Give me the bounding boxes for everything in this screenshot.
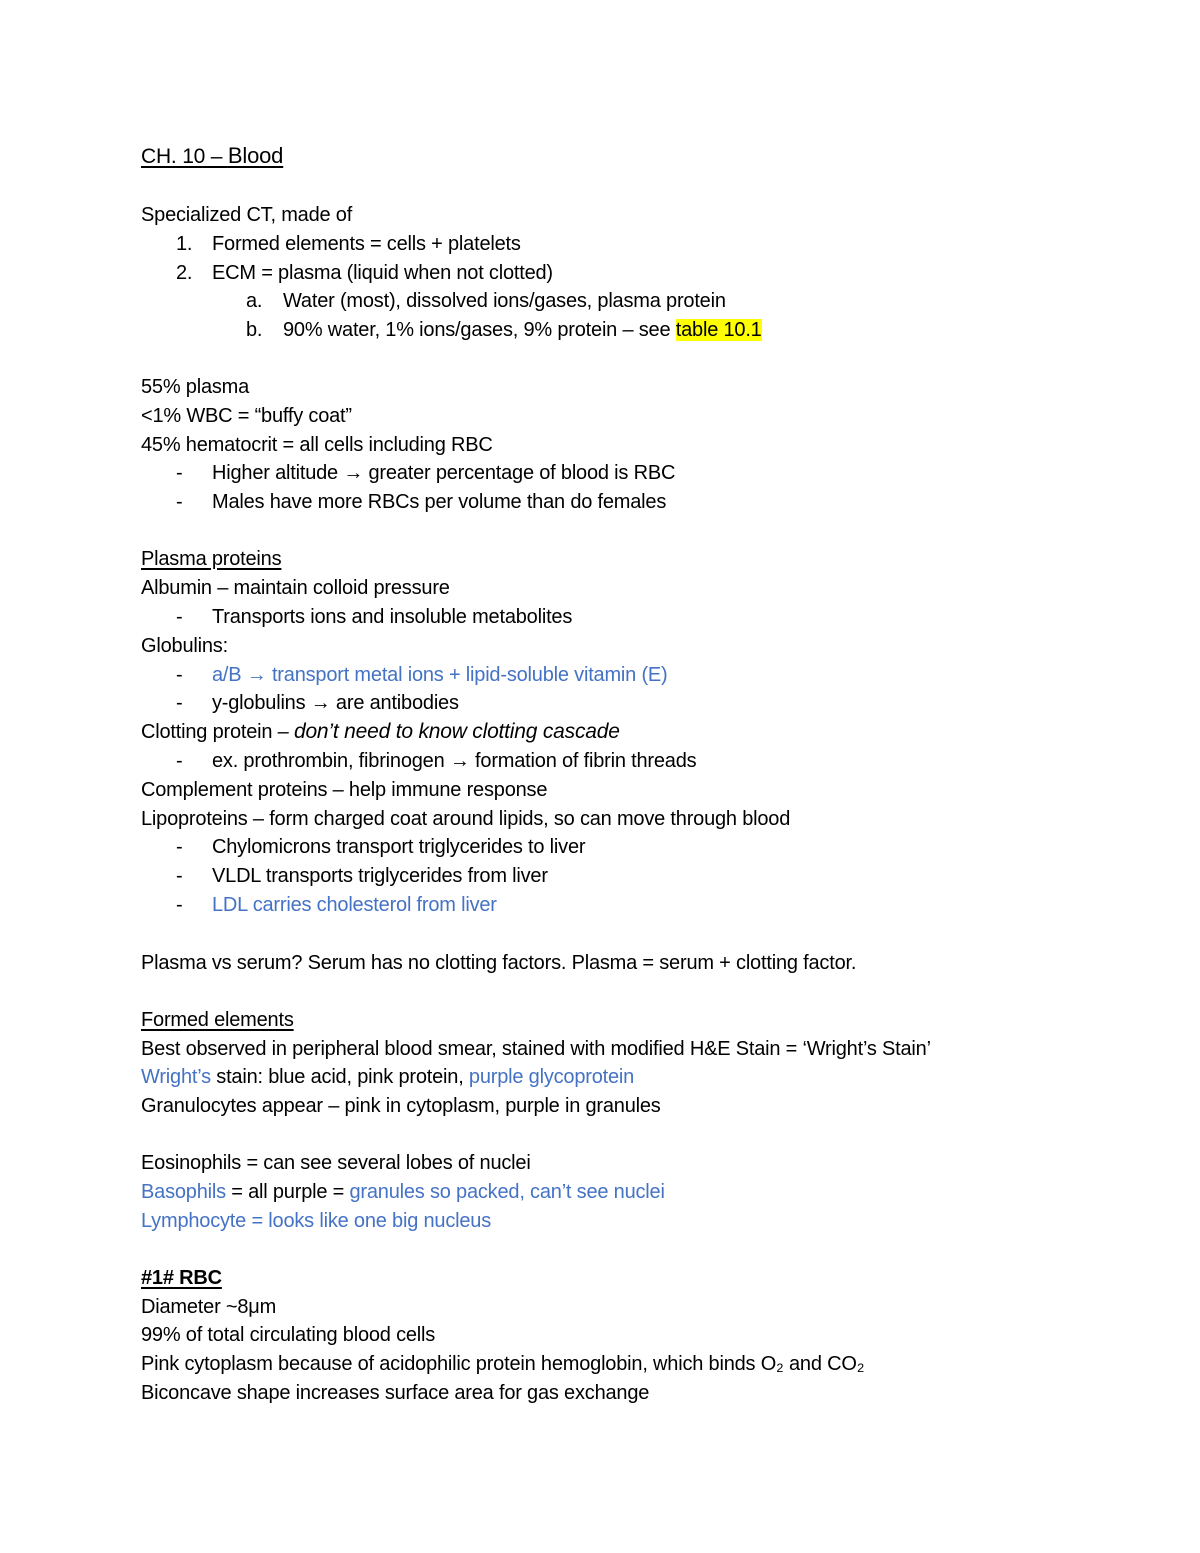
clotting-lead: Clotting protein – xyxy=(141,721,294,743)
composition-line-1: 55% plasma xyxy=(141,376,250,398)
intro-lead: Specialized CT, made of xyxy=(141,204,353,226)
bullet-dash: - xyxy=(176,491,183,513)
wrights-label: Wright’s xyxy=(141,1066,211,1088)
bullet-dash: - xyxy=(176,606,183,628)
bullet-post: transport metal ions + lipid-soluble vitamin (E) xyxy=(266,664,668,686)
subitem-b-text: 90% water, 1% ions/gases, 9% protein – see xyxy=(283,319,676,341)
list-item-text: ECM = plasma (liquid when not clotted) xyxy=(212,262,553,284)
albumin-line: Albumin – maintain colloid pressure xyxy=(141,577,450,599)
basophils-note: granules so packed, can’t see nuclei xyxy=(349,1181,665,1203)
bullet-text xyxy=(212,748,696,774)
list-marker: a. xyxy=(246,290,263,312)
bullet-text: Males have more RBCs per volume than do females xyxy=(212,491,667,513)
clotting-note: don’t need to know clotting cascade xyxy=(293,720,620,743)
formed-line-2 xyxy=(141,1064,634,1090)
composition-line-2: <1% WBC = “buffy coat” xyxy=(141,405,352,427)
globulins-line: Globulins: xyxy=(141,635,228,657)
page-title xyxy=(141,143,283,170)
bullet-post: are antibodies xyxy=(330,692,459,714)
bullet-post: formation of fibrin threads xyxy=(469,750,697,772)
bullet-dash: - xyxy=(176,865,183,887)
bullet-pre: ex. prothrombin, fibrinogen xyxy=(212,750,450,772)
bullet-text: LDL carries cholesterol from liver xyxy=(212,894,497,916)
bullet-text xyxy=(212,460,675,486)
complement-line: Complement proteins – help immune response xyxy=(141,779,548,801)
bullet-text: Chylomicrons transport triglycerides to liver xyxy=(212,836,586,858)
purple-glycoprotein: purple glycoprotein xyxy=(468,1066,635,1088)
list-item-text: Water (most), dissolved ions/gases, plasma protein xyxy=(283,290,726,312)
bullet-text: Transports ions and insoluble metabolites xyxy=(212,606,573,628)
formed-elements-heading: Formed elements xyxy=(141,1009,294,1031)
list-marker: 1. xyxy=(176,233,193,255)
list-marker: 2. xyxy=(176,262,193,284)
bullet-text xyxy=(212,662,668,688)
bullet-pre: a/B xyxy=(212,664,247,686)
title-word: Blood xyxy=(227,143,284,168)
formed-line-1: Best observed in peripheral blood smear, stained with modified H&E Stain = ‘Wright’s Stain’ xyxy=(141,1038,931,1060)
arrow-icon: → xyxy=(246,664,267,686)
bullet-dash: - xyxy=(176,692,183,714)
bullet-text xyxy=(212,690,459,716)
lymphocyte-line: Lymphocyte = looks like one big nucleus xyxy=(141,1210,492,1232)
arrow-icon: → xyxy=(310,692,331,714)
formed-line-3: Granulocytes appear – pink in cytoplasm, purple in granules xyxy=(141,1095,661,1117)
bullet-pre: y-globulins xyxy=(212,692,311,714)
eosinophils-line: Eosinophils = can see several lobes of nuclei xyxy=(141,1152,531,1174)
list-marker: b. xyxy=(246,319,263,341)
list-item-text xyxy=(283,317,762,343)
rbc-line-3: Pink cytoplasm because of acidophilic protein hemoglobin, which binds O₂ and CO₂ xyxy=(141,1353,865,1375)
rbc-line-1: Diameter ~8μm xyxy=(141,1296,277,1318)
bullet-dash: - xyxy=(176,664,183,686)
basophils-line xyxy=(141,1179,665,1205)
basophils-mid: = all purple = xyxy=(225,1181,350,1203)
bullet-dash: - xyxy=(176,462,183,484)
highlighted-table-ref: table 10.1 xyxy=(675,319,762,341)
arrow-icon: → xyxy=(449,750,470,772)
basophils-label: Basophils xyxy=(141,1181,226,1203)
stain-description: stain: blue acid, pink protein, xyxy=(210,1066,469,1088)
rbc-line-4: Biconcave shape increases surface area for gas exchange xyxy=(141,1382,650,1404)
bullet-text: VLDL transports triglycerides from liver xyxy=(212,865,548,887)
arrow-icon: → xyxy=(343,462,364,484)
bullet-dash: - xyxy=(176,836,183,858)
rbc-heading: #1# RBC xyxy=(141,1267,222,1289)
bullet-post: greater percentage of blood is RBC xyxy=(363,462,676,484)
plasma-vs-serum: Plasma vs serum? Serum has no clotting factors. Plasma = serum + clotting factor. xyxy=(141,952,857,974)
clotting-line xyxy=(141,719,620,745)
lipoproteins-line: Lipoproteins – form charged coat around lipids, so can move through blood xyxy=(141,808,791,830)
rbc-line-2: 99% of total circulating blood cells xyxy=(141,1324,436,1346)
plasma-proteins-heading: Plasma proteins xyxy=(141,548,282,570)
list-item-text: Formed elements = cells + platelets xyxy=(212,233,521,255)
bullet-dash: - xyxy=(176,750,183,772)
bullet-dash: - xyxy=(176,894,183,916)
composition-line-3: 45% hematocrit = all cells including RBC xyxy=(141,434,493,456)
bullet-pre: Higher altitude xyxy=(212,462,344,484)
title-prefix: CH. 10 – xyxy=(141,145,228,168)
